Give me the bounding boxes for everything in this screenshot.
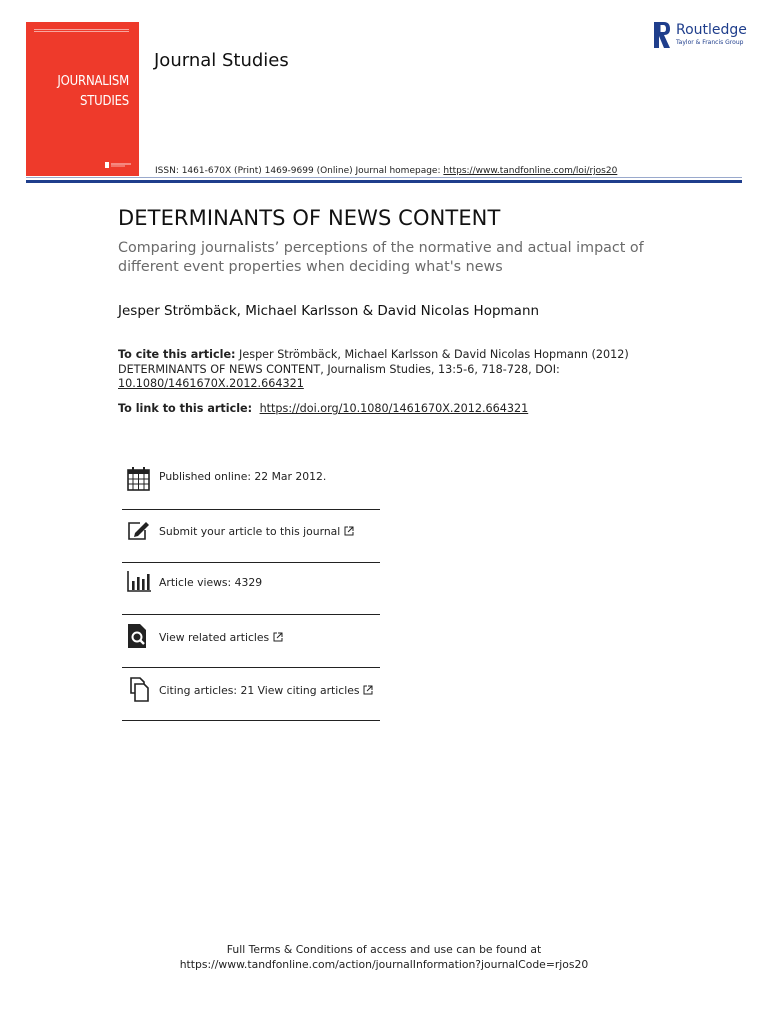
header-rule-thin [26, 177, 742, 178]
publisher-name: Routledge [676, 22, 747, 38]
article-views-row [122, 563, 380, 615]
cite-text: Jesper Strömbäck, Michael Karlsson & David Nicolas Hopmann (2012) DETERMINANTS OF NEWS CONTENT, Journalism Studies, 13:5-6, 718-728, DOI: [118, 348, 629, 376]
related-articles-text[interactable] [159, 631, 283, 644]
published-online-text: Published online: 22 Mar 2012. [159, 470, 327, 483]
cover-top-lines [34, 28, 129, 32]
citation-block [118, 348, 638, 392]
published-online-row [122, 458, 380, 510]
journal-name: Journal Studies [154, 50, 289, 71]
journal-cover-image [26, 22, 139, 176]
cover-title [34, 72, 129, 112]
citing-articles-label: Citing articles: 21 View citing articles [159, 684, 360, 697]
footer-terms-link[interactable]: https://www.tandfonline.com/action/journalInformation?journalCode=rjos20 [179, 958, 589, 971]
article-authors: Jesper Strömbäck, Michael Karlsson & David Nicolas Hopmann [118, 303, 540, 319]
article-subtitle: Comparing journalists’ perceptions of the normative and actual impact of different event properties when deciding what's news [118, 240, 644, 275]
cite-doi-link[interactable]: 10.1080/1461670X.2012.664321 [118, 377, 304, 390]
citing-articles-row[interactable] [122, 668, 380, 721]
cover-title-line2: STUDIES [79, 94, 129, 109]
routledge-logo[interactable] [654, 22, 746, 50]
issn-text: ISSN: 1461-670X (Print) 1469-9699 (Online) Journal homepage: [155, 166, 444, 176]
submit-article-label: Submit your article to this journal [159, 525, 341, 538]
article-views-text: Article views: 4329 [159, 576, 263, 589]
citing-articles-text[interactable] [159, 684, 373, 697]
submit-article-text[interactable] [159, 525, 354, 538]
calendar-icon [126, 466, 152, 492]
external-link-icon [363, 685, 373, 695]
article-link-block [118, 402, 528, 415]
routledge-r-icon [654, 22, 670, 48]
cite-label: To cite this article: [118, 348, 236, 361]
issn-line [155, 166, 617, 176]
row-divider [122, 720, 380, 721]
submit-article-row[interactable] [122, 510, 380, 563]
cover-publisher-logo-icon [105, 162, 131, 168]
publisher-subtitle: Taylor & Francis Group [676, 39, 744, 46]
related-articles-label: View related articles [159, 631, 270, 644]
article-title: DETERMINANTS OF NEWS CONTENT [118, 206, 501, 230]
bar-chart-icon [126, 569, 152, 595]
article-doi-link[interactable]: https://doi.org/10.1080/1461670X.2012.664321 [259, 402, 529, 415]
related-articles-row[interactable] [122, 615, 380, 668]
journal-homepage-link[interactable]: https://www.tandfonline.com/loi/rjos20 [443, 166, 618, 176]
external-link-icon [344, 526, 354, 536]
document-search-icon [126, 623, 152, 649]
footer-terms [0, 942, 768, 972]
external-link-icon [273, 632, 283, 642]
footer-line1: Full Terms & Conditions of access and use can be found at [226, 943, 542, 956]
link-label: To link to this article: [118, 402, 256, 415]
header-rule-thick [26, 180, 742, 183]
cover-title-line1: JOURNALISM [57, 74, 129, 89]
edit-pencil-icon [126, 518, 152, 544]
citing-documents-icon [126, 676, 152, 702]
